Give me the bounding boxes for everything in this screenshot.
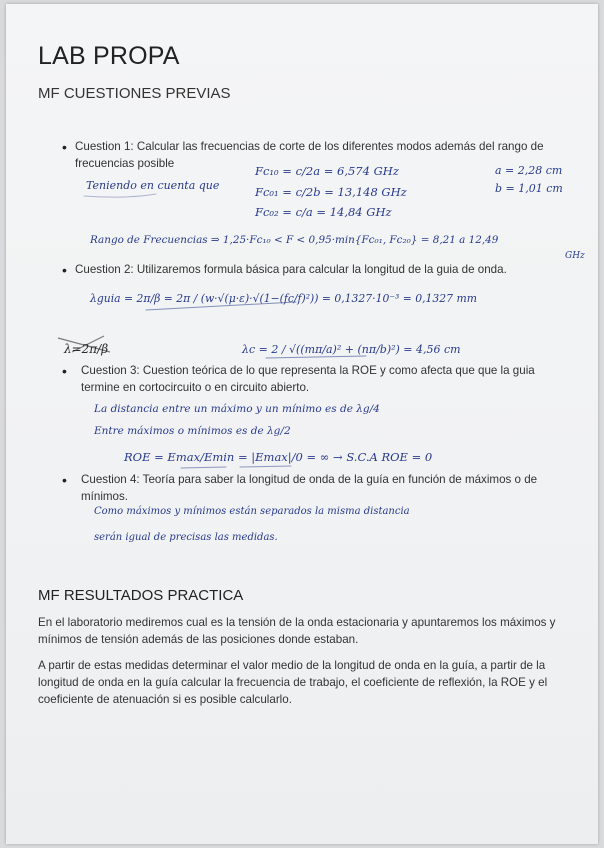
- results-paragraph-1-line-1: En el laboratorio mediremos cual es la tensión de la onda estacionaria y apuntaremos los máximos y: [38, 616, 556, 629]
- results-paragraph-1-line-2: mínimos de tensión además de las posiciones donde estaban.: [38, 633, 359, 646]
- handwritten-lambda-c-equation: λc = 2 / √((mπ/a)² + (nπ/b)²) = 4,56 cm: [242, 343, 461, 356]
- handwritten-q4-line-2: serán igual de precisas las medidas.: [94, 532, 278, 543]
- handwritten-fc01: Fc₀₁ = c/2b = 13,148 GHz: [255, 185, 407, 199]
- handwritten-fc10: Fc₁₀ = c/2a = 6,574 GHz: [255, 164, 399, 178]
- handwritten-strokes: [6, 4, 598, 844]
- question-1-line-2: frecuencias posible: [75, 157, 175, 170]
- handwritten-roe-equation: ROE = Emax/Emin = |Emax|/0 = ∞ → S.C.A ROE = 0: [124, 450, 433, 464]
- bullet-icon: •: [62, 139, 67, 155]
- question-4-line-2: mínimos.: [81, 490, 129, 503]
- document-page: [6, 4, 598, 844]
- handwritten-lambda-guia-equation: λguia = 2π/β = 2π / (w·√(μ·ε)·√(1−(fc/f)²)) = 0,1327·10⁻³ = 0,1327 mm: [90, 292, 477, 305]
- question-4-line-1: Cuestion 4: Teoría para saber la longitud de onda de la guía en función de máximos o de: [81, 473, 538, 486]
- bullet-icon: •: [62, 472, 67, 488]
- bullet-icon: •: [62, 262, 67, 278]
- question-1-line-1: Cuestion 1: Calcular las frecuencias de corte de los diferentes modos además del rango de: [75, 140, 544, 153]
- handwritten-q3-line-2: Entre máximos o mínimos es de λg/2: [94, 425, 291, 437]
- results-paragraph-2-line-1: A partir de estas medidas determinar el valor medio de la longitud de onda en la guía, a partir de la: [38, 659, 546, 672]
- handwritten-q1-note: Teniendo en cuenta que: [86, 179, 220, 192]
- results-paragraph-2-line-2: longitud de onda en la guía calcular la frecuencia de trabajo, el coeficiente de reflexión, la ROE y el: [38, 676, 548, 689]
- handwritten-frequency-range: Rango de Frecuencias ⇒ 1,25·Fc₁₀ < F < 0,95·min{Fc₀₁, Fc₂₀} = 8,21 a 12,49: [90, 234, 499, 246]
- section-heading-previas: MF CUESTIONES PREVIAS: [38, 85, 231, 102]
- bullet-icon: •: [62, 363, 67, 379]
- handwritten-q3-line-1: La distancia entre un máximo y un mínimo es de λg/4: [94, 403, 380, 415]
- results-paragraph-2-line-3: coeficiente de atenuación si es posible calcularlo.: [38, 693, 292, 706]
- handwritten-dimension-b: b = 1,01 cm: [495, 182, 563, 195]
- handwritten-range-unit: GHz: [565, 251, 585, 261]
- handwritten-fc02: Fc₀₂ = c/a = 14,84 GHz: [255, 205, 392, 219]
- question-3-line-2: termine en cortocircuito o en circuito abierto.: [81, 381, 310, 394]
- section-heading-resultados: MF RESULTADOS PRACTICA: [38, 587, 244, 604]
- handwritten-scribble: λ=2π/β: [64, 342, 109, 356]
- question-3-line-1: Cuestion 3: Cuestion teórica de lo que representa la ROE y como afecta que que la guia: [81, 364, 535, 377]
- page-title: LAB PROPA: [38, 42, 180, 70]
- handwritten-dimension-a: a = 2,28 cm: [495, 164, 563, 177]
- question-2-line-1: Cuestion 2: Utilizaremos formula básica para calcular la longitud de la guia de onda.: [75, 263, 507, 276]
- handwritten-q4-line-1: Como máximos y mínimos están separados la misma distancia: [94, 506, 410, 517]
